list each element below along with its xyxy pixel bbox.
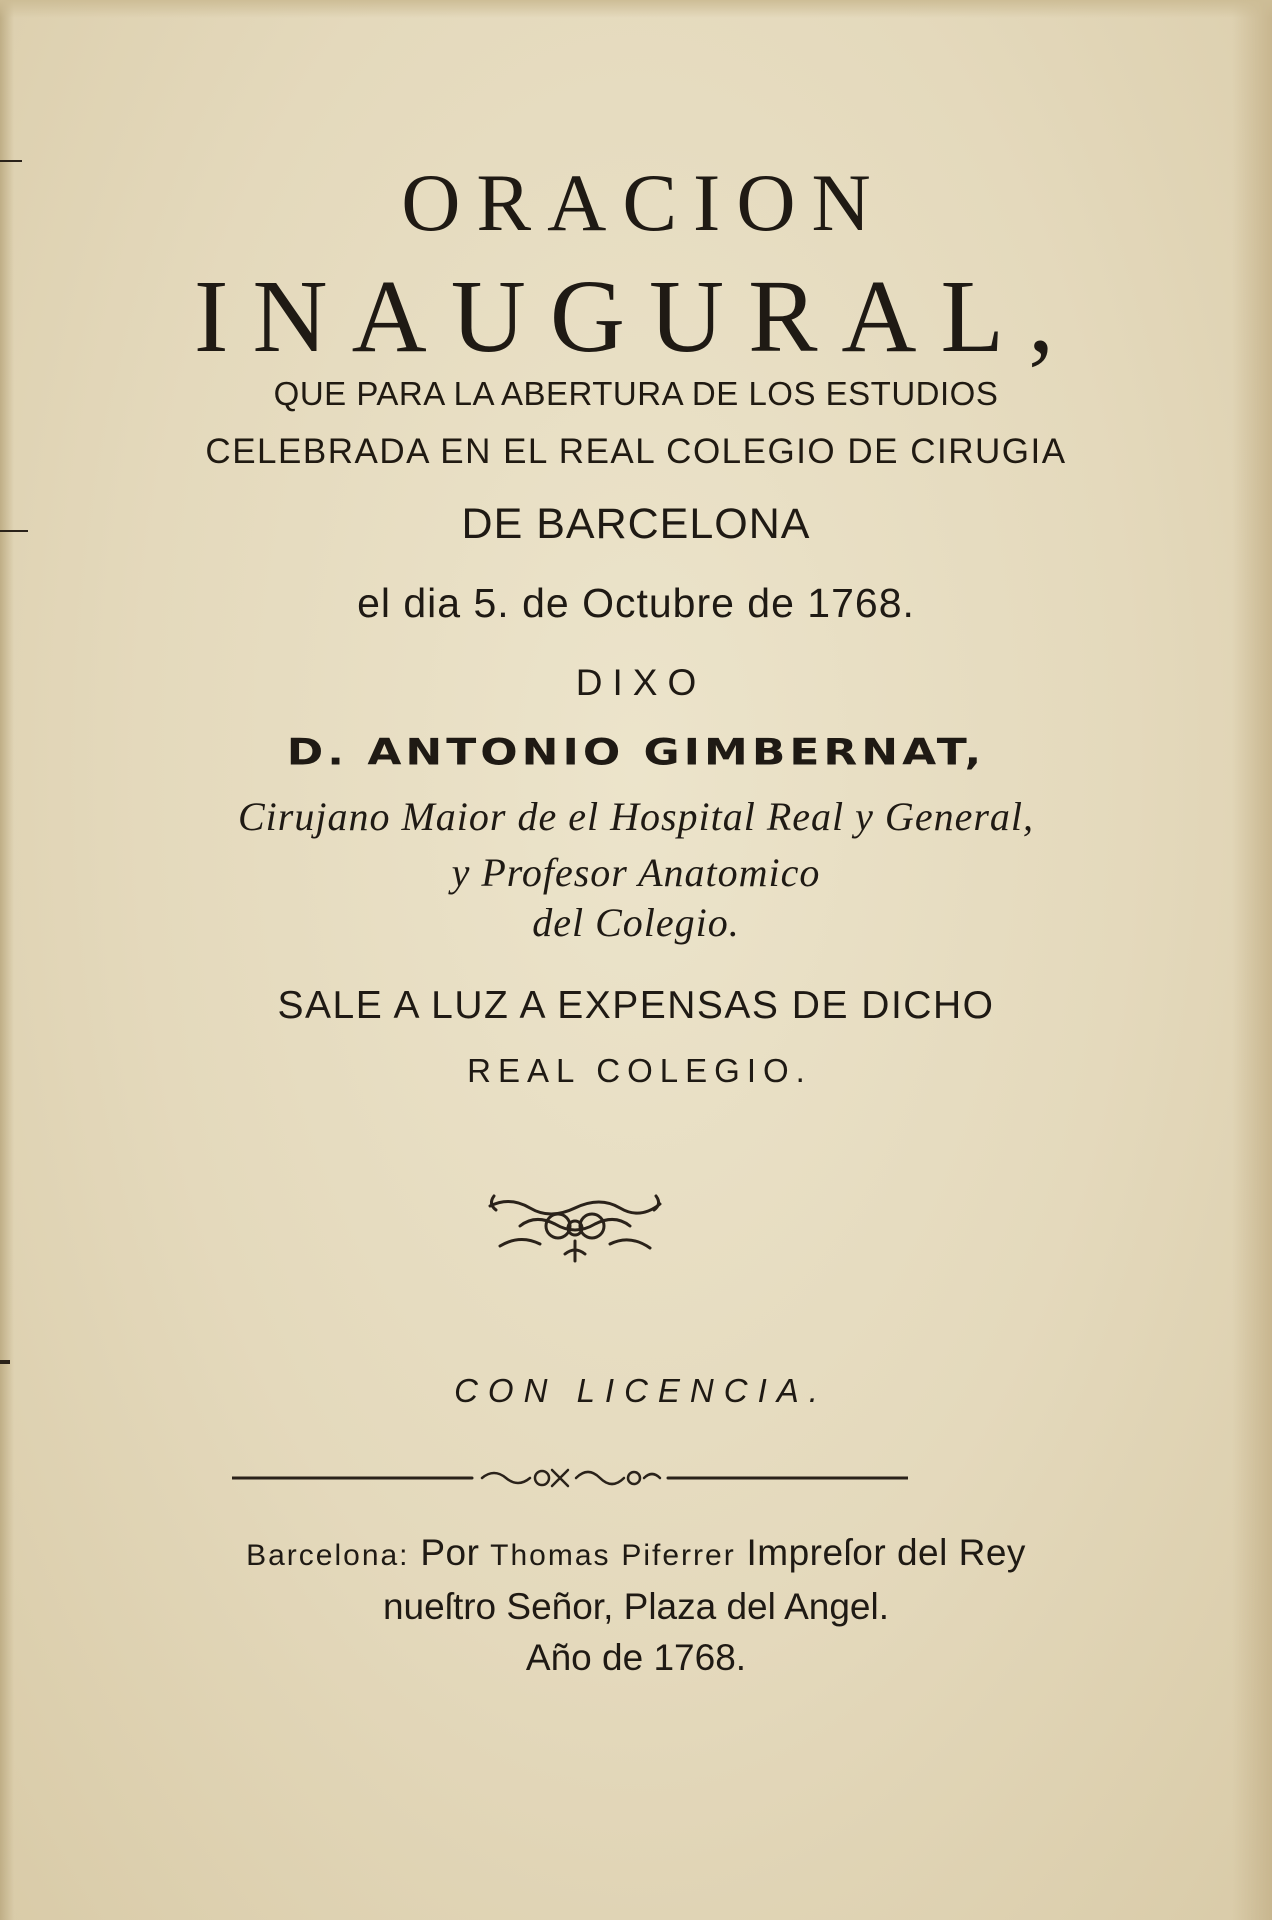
imprint-city: Barcelona: [246, 1539, 410, 1572]
title-line-2: INAUGURAL, [193, 259, 1079, 374]
publication-line-2: REAL COLEGIO. [467, 1052, 812, 1089]
imprint-line-3: Año de 1768. [525, 1637, 747, 1678]
ornamental-rule-icon [232, 1460, 908, 1494]
author-role-line-3: del Colegio. [532, 900, 740, 945]
author-name: D. ANTONIO GIMBERNAT, [286, 731, 986, 774]
subtitle-city: DE BARCELONA [461, 500, 811, 548]
licence-line: CON LICENCIA. [454, 1372, 828, 1409]
imprint-printer-first: Thomas [490, 1539, 611, 1572]
author-role-line-2: y Profesor Anatomico [451, 850, 821, 895]
imprint-by: Por [420, 1532, 480, 1573]
paper-edge-top [0, 0, 1272, 18]
imprint-role: Impreſor del Rey [746, 1532, 1026, 1573]
title-line-1: ORACION [401, 157, 887, 248]
imprint-line-1 [0, 1530, 1272, 1579]
author-role-line-1: Cirujano Maior de el Hospital Real y General, [237, 794, 1034, 839]
imprint-printer-last: Piferrer [621, 1539, 736, 1572]
oration-date: el dia 5. de Octubre de 1768. [357, 580, 915, 626]
dixo-heading: DIXO [575, 662, 707, 703]
ornament-fleuron-icon [480, 1186, 670, 1266]
publication-line-1: SALE A LUZ A EXPENSAS DE DICHO [277, 984, 995, 1027]
imprint-line-2: nueſtro Señor, Plaza del Angel. [382, 1586, 890, 1627]
subtitle-line-1: QUE PARA LA ABERTURA DE LOS ESTUDIOS [273, 375, 999, 412]
margin-mark [0, 1360, 10, 1364]
subtitle-line-2: CELEBRADA EN EL REAL COLEGIO DE CIRUGIA [205, 432, 1067, 471]
